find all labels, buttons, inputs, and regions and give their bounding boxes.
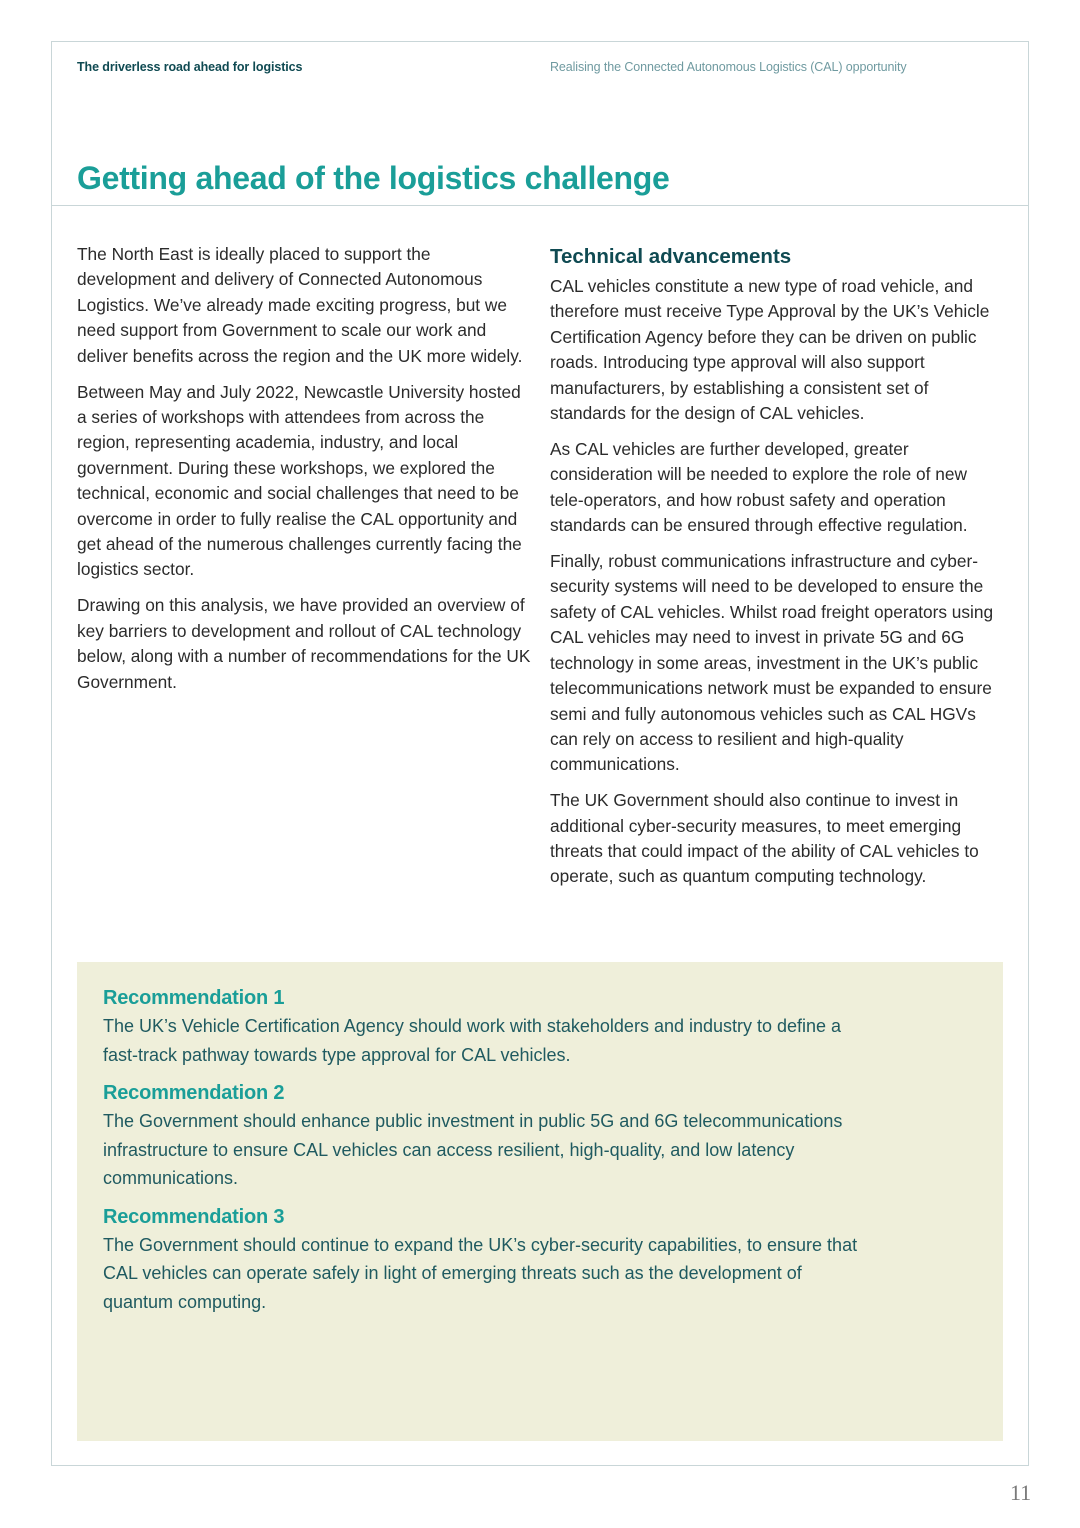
title-divider (52, 205, 1028, 206)
paragraph: CAL vehicles constitute a new type of road vehicle, and therefore must receive Type Approval by the UK’s Vehicle Certification Agency before they can be driven on public roads. Introducing type approval will also support manufacturers, by establishing a consistent set of standards for the design of CAL vehicles. (550, 276, 990, 424)
recommendation-title: Recommendation 1 (103, 987, 285, 1009)
paragraph: As CAL vehicles are further developed, greater consideration will be needed to explore the role of new tele-operators, and how robust safety and operation standards can be ensured through effective regulation. (550, 438, 968, 536)
recommendation-body: The Government should enhance public investment in public 5G and 6G telecommunications infrastructure to ensure CAL vehicles can access resilient, high-quality, and low latency communications. (103, 1111, 843, 1188)
recommendation-title: Recommendation 3 (103, 1205, 285, 1228)
page-number: 11 (1010, 1480, 1032, 1505)
paragraph: Drawing on this analysis, we have provided an overview of key barriers to development and rollout of CAL technology below, along with a number of recommendations for the UK Government. (77, 595, 531, 692)
paragraph: The UK Government should also continue to invest in additional cyber-security measures, to meet emerging threats that could impact of the ability of CAL vehicles to operate, such as quantum computing technology. (550, 790, 979, 887)
recommendation-title: Recommendation 2 (103, 1082, 285, 1104)
recommendation-item (103, 1079, 977, 1193)
section-heading: Technical advancements (550, 245, 792, 268)
recommendations-box (77, 962, 1003, 1441)
recommendation-body: The UK’s Vehicle Certification Agency should work with stakeholders and industry to define a fast-track pathway towards type approval for CAL vehicles. (103, 1016, 842, 1065)
left-column (77, 242, 532, 705)
recommendation-item (103, 1203, 977, 1317)
running-header-left: The driverless road ahead for logistics (77, 60, 303, 74)
page-title: Getting ahead of the logistics challenge (77, 160, 670, 196)
right-column (550, 243, 1005, 900)
paragraph: Between May and July 2022, Newcastle University hosted a series of workshops with attendees from across the region, representing academia, industry, and local government. During these workshops, we explored the technical, economic and social challenges that need to be overcome in order to fully realise the CAL opportunity and get ahead of the numerous challenges currently facing the logistics sector. (77, 381, 522, 580)
paragraph: Finally, robust communications infrastructure and cyber-security systems will need to be developed to ensure the safety of CAL vehicles. Whilst road freight operators using CAL vehicles may need to invest in private 5G and 6G technology in some areas, investment in the UK’s public telecommunications network must be expanded to ensure semi and fully autonomous vehicles such as CAL HGVs can rely on access to resilient and high-quality communications. (550, 551, 994, 775)
recommendation-body: The Government should continue to expand the UK’s cyber-security capabilities, to ensure that CAL vehicles can operate safely in light of emerging threats such as the development of quantum computing. (103, 1234, 858, 1312)
running-header-right: Realising the Connected Autonomous Logistics (CAL) opportunity (550, 60, 907, 74)
recommendation-item (103, 984, 977, 1069)
paragraph: The North East is ideally placed to support the development and delivery of Connected Autonomous Logistics. We’ve already made exciting progress, but we need support from Government to scale our work and deliver benefits across the region and the UK more widely. (77, 244, 523, 366)
